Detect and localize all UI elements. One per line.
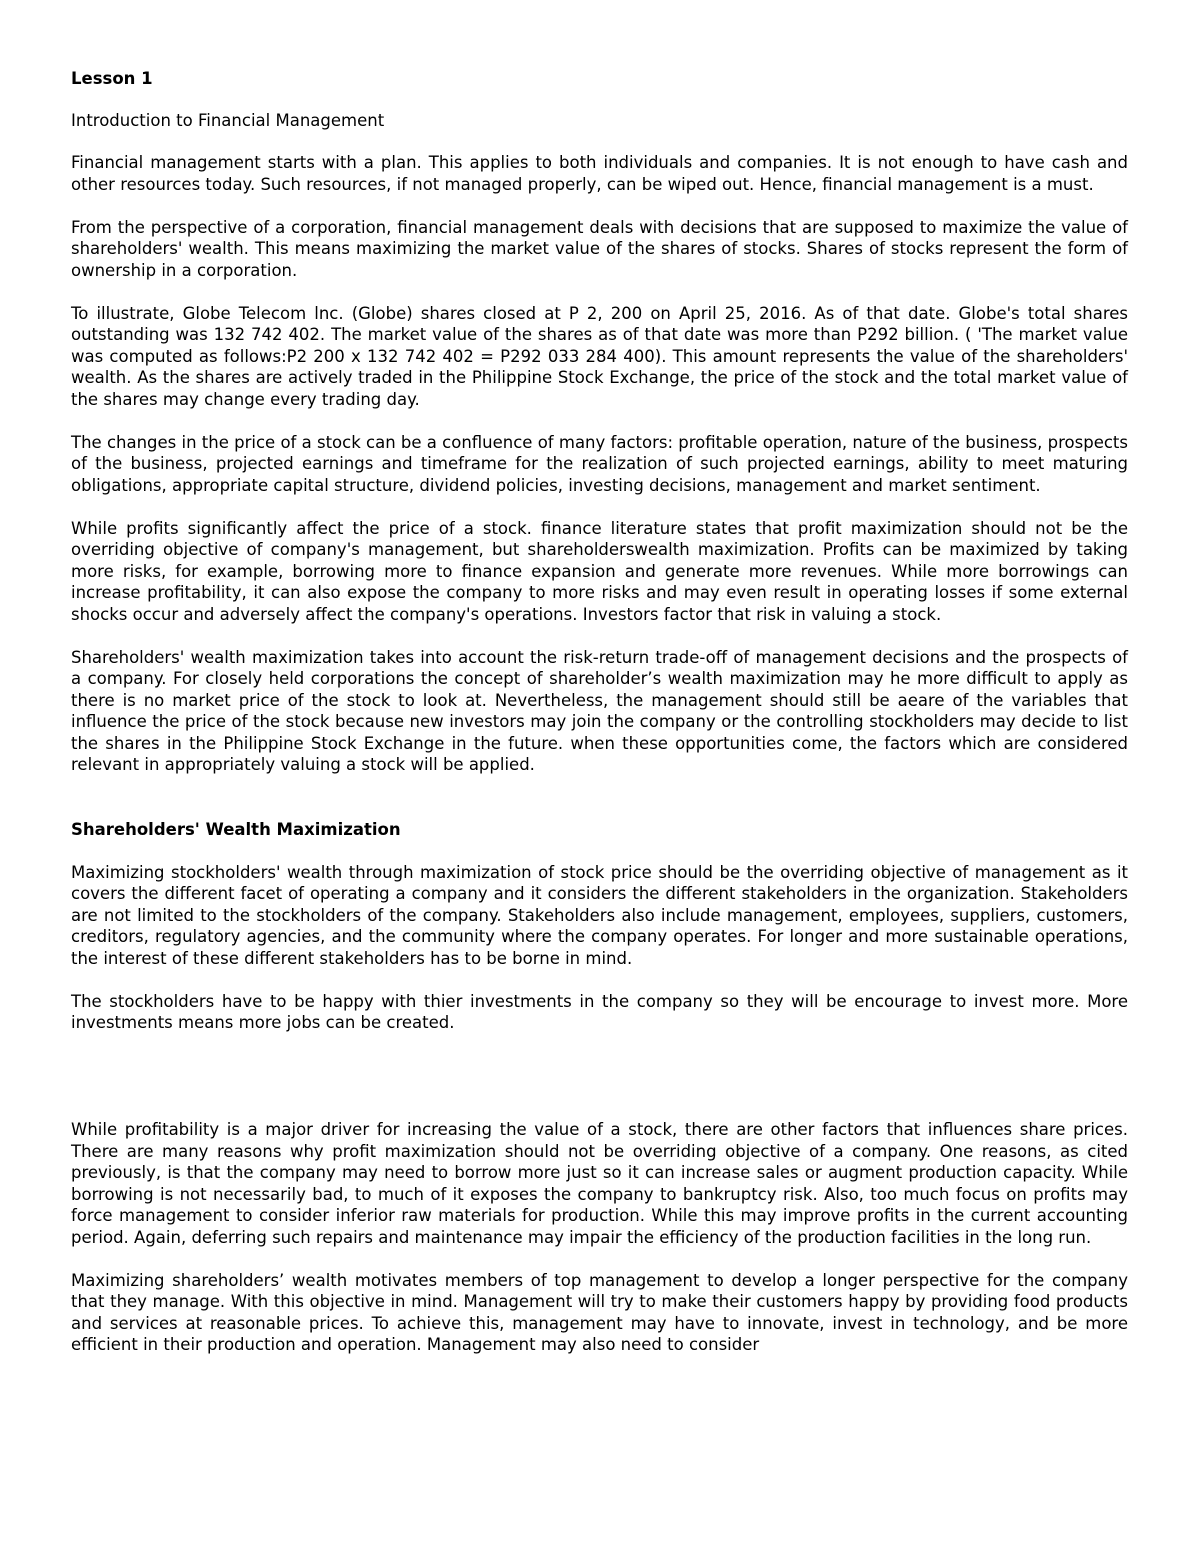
paragraph-price-factors: The changes in the price of a stock can be a confluence of many factors: profitable operation, nature of the business, prospects of the business, projected earnings and timeframe for the realization of such projected earnings, ability to meet maturing obligations, appropriate capital structure, dividend policies, investing decisions, management and market sentiment. xyxy=(71,432,1128,495)
paragraph-stakeholders: Maximizing stockholders' wealth through maximization of stock price should be the overriding objective of management as it covers the different facet of operating a company and it considers the different stakeholders in the organization. Stakeholders are not limited to the stockholders of the company. Stakeholders also include management, employees, suppliers, customers, creditors, regulatory agencies, and the community where the company operates. For longer and more sustainable operations, the interest of these different stakeholders has to be borne in mind. xyxy=(71,862,1128,968)
paragraph-profits-vs-wealth: While profits significantly affect the price of a stock. finance literature states that profit maximization should not be the overriding objective of company's management, but shareholderswealth maximization. Profits can be maximized by taking more risks, for example, borrowing more to finance expansion and generate more revenues. While more borrowings can increase profitability, it can also expose the company to more risks and may even result in operating losses if some external shocks occur and adversely affect the company's operations. Investors factor that risk in valuing a stock. xyxy=(71,518,1128,624)
lesson-title: Lesson 1 xyxy=(71,69,153,88)
paragraph-stockholders-happy: The stockholders have to be happy with thier investments in the company so they will be encourage to invest more. More investments means more jobs can be created. xyxy=(71,991,1128,1032)
paragraph-plan: Financial management starts with a plan. This applies to both individuals and companies. It is not enough to have cash and other resources today. Such resources, if not managed properly, can be wiped out. Hence, financial management is a must. xyxy=(71,153,1128,194)
paragraph-risk-return: Shareholders' wealth maximization takes into account the risk-return trade-off of management decisions and the prospects of a company. For closely held corporations the concept of shareholder’s wealth maximization may he more difficult to apply as there is no market price of the stock to look at. Nevertheless, the management should still be aeare of the variables that influence the price of the stock because new investors may join the company or the controlling stockholders may decide to list the shares in the Philippine Stock Exchange in the future. when these opportunities come, the factors which are considered relevant in appropriately valuing a stock will be applied. xyxy=(71,647,1128,774)
paragraph-corporation-perspective: From the perspective of a corporation, financial management deals with decisions that are supposed to maximize the value of shareholders' wealth. This means maximizing the market value of the shares of stocks. Shares of stocks represent the form of ownership in a corporation. xyxy=(71,217,1128,280)
section-heading: Shareholders' Wealth Maximization xyxy=(71,819,401,839)
paragraph-globe-example: To illustrate, Globe Telecom lnc. (Globe) shares closed at P 2, 200 on April 25, 2016. As of that date. Globe's total shares outstanding was 132 742 402. The market value of the shares as of that date was more than P292 billion. ( 'The market value was computed as follows:P2 200 x 132 742 402 = P292 033 284 400). This amount represents the value of the shareholders' wealth. As the shares are actively traded in the Philippine Stock Exchange, the price of the stock and the total market value of the shares may change every trading day. xyxy=(71,303,1128,409)
lesson-subtitle: Introduction to Financial Management xyxy=(71,110,385,130)
paragraph-longer-perspective: Maximizing shareholders’ wealth motivates members of top management to develop a longer perspective for the company that they manage. With this objective in mind. Management will try to make their customers happy by providing food products and services at reasonable prices. To achieve this, management may have to innovate, invest in technology, and be more efficient in their production and operation. Management may also need to consider xyxy=(71,1270,1128,1354)
blank-gap xyxy=(71,1055,1128,1119)
paragraph-profitability-driver: While profitability is a major driver for increasing the value of a stock, there are other factors that influences share prices. There are many reasons why profit maximization should not be overriding objective of a company. One reasons, as cited previously, is that the company may need to borrow more just so it can increase sales or augment production capacity. While borrowing is not necessarily bad, to much of it exposes the company to bankruptcy risk. Also, too much focus on profits may force management to consider inferior raw materials for production. While this may improve profits in the current accounting period. Again, deferring such repairs and maintenance may impair the efficiency of the production facilities in the long run. xyxy=(71,1120,1128,1247)
document-page xyxy=(71,68,1128,1377)
